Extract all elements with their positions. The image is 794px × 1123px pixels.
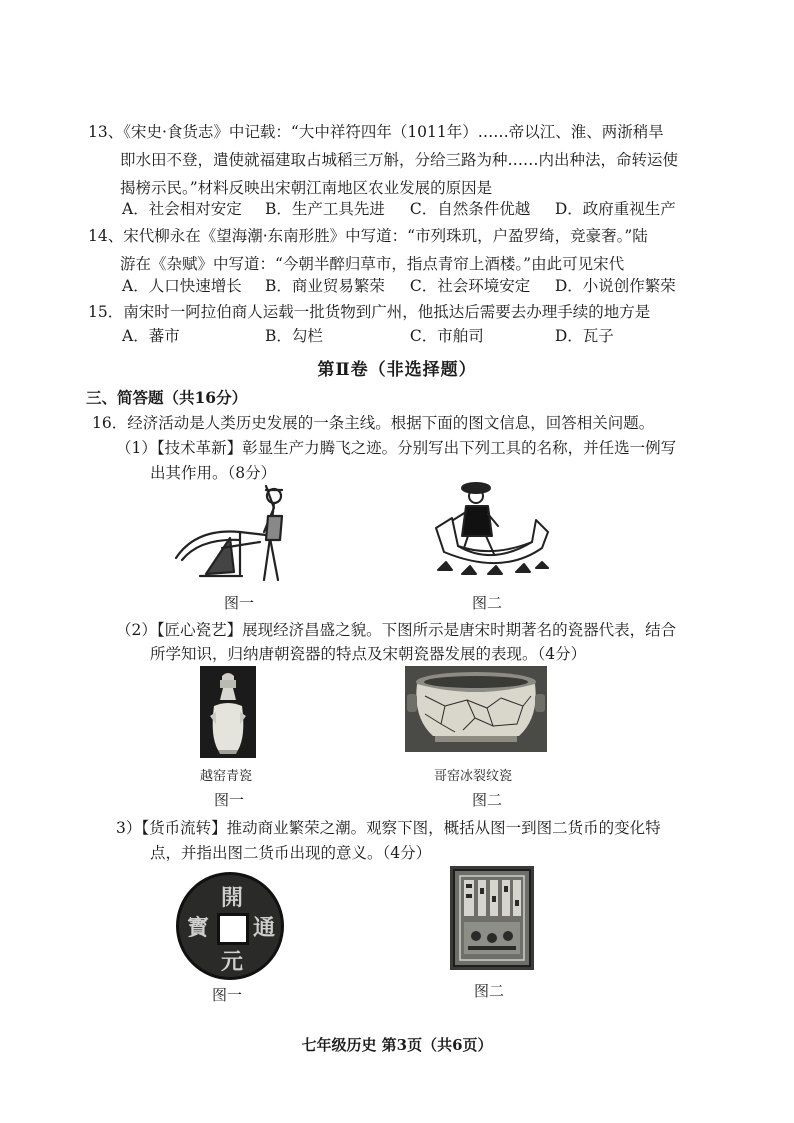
q14-line1: 14、宋代柳永在《望海潮·东南形胜》中写道：“市列珠玑，户盈罗绮，竞豪奢。”陆 (88, 227, 648, 245)
q13-option-c: C．自然条件优越 (409, 200, 531, 218)
q15-option-a: A．蕃市 (122, 327, 180, 345)
q15-option-c: C．市舶司 (409, 327, 484, 345)
q15-options (122, 322, 614, 350)
q13-line2: 即水田不登，遣使就福建取占城稻三万斛，分给三路为种……内出种法，命转运使 (120, 151, 679, 169)
boat-tool-illustration (432, 476, 554, 586)
q16-sub3-line1: 3）【货币流转】推动商业繁荣之潮。观察下图，概括从图一到图二货币的变化特 (116, 819, 661, 837)
q15-option-b: B．勾栏 (264, 327, 323, 345)
coin-char-left: 寳 (186, 915, 209, 941)
jiaozi-paper-money-image (450, 866, 534, 970)
section3-title: 三、简答题（共16分） (86, 388, 248, 407)
ge-kiln-crackle-censer-photo (405, 666, 547, 752)
fig2-caption-tools: 图二 (472, 594, 503, 612)
kaiyuan-coin-image (176, 872, 284, 980)
q13-option-a: A．社会相对安定 (122, 200, 242, 218)
yue-celadon-vase-photo (200, 666, 256, 758)
page-footer: 七年级历史 第3页（共6页） (301, 1036, 493, 1054)
q15-option-d: D．瓦子 (554, 327, 614, 345)
q16-sub1-line2: 出其作用。（8分） (150, 464, 277, 482)
coin-square-hole (217, 913, 249, 945)
ge-kiln-label: 哥窑冰裂纹瓷 (434, 769, 513, 784)
fig2-caption-porcelain: 图二 (472, 791, 503, 809)
q13-options (122, 195, 676, 223)
q16-intro: 16．经济活动是人类历史发展的一条主线。根据下面的图文信息，回答相关问题。 (92, 414, 655, 432)
q13-line3: 揭榜示民。”材料反映出宋朝江南地区农业发展的原因是 (120, 179, 493, 197)
q16-sub1-line1: （1）【技术革新】彰显生产力腾飞之迹。分别写出下列工具的名称，并任选一例写 (116, 439, 677, 457)
q14-option-c: C．社会环境安定 (409, 277, 531, 295)
q14-option-d: D．小说创作繁荣 (554, 277, 676, 295)
fig1-caption-porcelain: 图一 (214, 791, 245, 809)
q13-option-d: D．政府重视生产 (554, 200, 676, 218)
q14-options (122, 272, 676, 300)
coin-char-bottom: 元 (220, 949, 243, 975)
q16-sub3-line2: 点，并指出图二货币出现的意义。（4分） (150, 844, 432, 862)
q14-line2: 游在《杂赋》中写道：“今朝半醉归草市，指点青帘上酒楼。”由此可见宋代 (120, 255, 625, 273)
q16-sub2-line1: （2）【匠心瓷艺】展现经济昌盛之貌。下图所示是唐宋时期著名的瓷器代表，结合 (116, 621, 677, 639)
fig1-caption-currency: 图一 (212, 986, 243, 1004)
plow-illustration (170, 482, 310, 584)
part2-title: 第Ⅱ卷（非选择题） (317, 360, 477, 380)
fig2-caption-currency: 图二 (474, 982, 505, 1000)
q13-option-b: B．生产工具先进 (264, 200, 385, 218)
coin-char-right: 通 (252, 915, 275, 941)
q16-sub2-line2: 所学知识，归纳唐朝瓷器的特点及宋朝瓷器发展的表现。（4分） (150, 645, 587, 663)
q15-line1: 15．南宋时一阿拉伯商人运载一批货物到广州，他抵达后需要去办理手续的地方是 (88, 303, 651, 321)
q14-option-b: B．商业贸易繁荣 (264, 277, 385, 295)
q14-option-a: A．人口快速增长 (122, 277, 242, 295)
coin-char-top: 開 (220, 885, 243, 911)
q13-line1: 13、《宋史·食货志》中记载：“大中祥符四年（1011年）……帝以江、淮、两浙稍旱 (88, 123, 664, 141)
yue-celadon-label: 越窑青瓷 (200, 769, 253, 784)
fig1-caption-tools: 图一 (224, 594, 255, 612)
